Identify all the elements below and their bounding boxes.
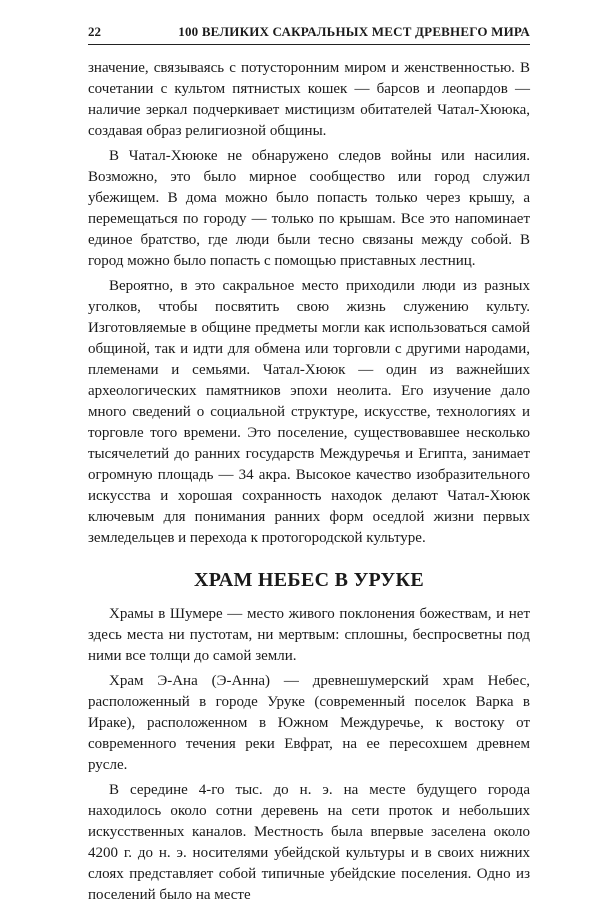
- page-body: [88, 58, 530, 906]
- paragraph: Вероятно, в это сакральное место приходили люди из разных уголков, чтобы посвятить свою жизнь служению культу. Изготовляемые в общине предметы могли как использоваться самой общиной, так и идти для обмена или торговли с другими народами, племенами и семьями. Чатал-Хююк — один из важнейших археологических памятников эпохи неолита. Его изучение дало много сведений о социальной структуре, искусстве, технологиях и торговле того времени. Это поселение, существовавшее несколько тысячелетий до ранних государств Междуречья и Египта, занимает огромную площадь — 34 акра. Высокое качество изобразительного искусства и хорошая сохранность находок делают Чатал-Хююк ключевым для понимания ранних форм оседлой жизни первых земледельцев и перехода к протогородской культуре.: [88, 278, 530, 546]
- paragraph: значение, связываясь с потусторонним миром и женственностью. В сочетании с культом пятнистых кошек — барсов и леопардов — наличие зеркал подчеркивает мистицизм обитателей Чатал-Хююка, создавая образ религиозной общины.: [88, 60, 530, 139]
- running-title: 100 ВЕЛИКИХ САКРАЛЬНЫХ МЕСТ ДРЕВНЕГО МИРА: [178, 24, 530, 39]
- paragraph: В Чатал-Хююке не обнаружено следов войны или насилия. Возможно, это было мирное сообщество или город служил убежищем. В дома можно было попасть только через крышу, а перемещаться по городу — только по крышам. Все это напоминает единое братство, где люди были тесно связаны между собой. В город можно было попасть с помощью приставных лестниц.: [88, 148, 530, 269]
- section-title: ХРАМ НЕБЕС В УРУКЕ: [194, 569, 424, 591]
- page-number: 22: [88, 24, 101, 39]
- paragraph: Храмы в Шумере — место живого поклонения божествам, и нет здесь места ни пустотам, ни мертвым: сплошны, беспросветны под ними все толщи до самой земли.: [88, 606, 530, 664]
- running-header: [88, 24, 530, 45]
- paragraph: Храм Э-Ана (Э-Анна) — древнешумерский храм Небес, расположенный в городе Уруке (современный поселок Варка в Ираке), расположенном в Южном Междуречье, к востоку от современного течения реки Евфрат, на ее пересохшем древнем русле.: [88, 673, 530, 773]
- paragraph: В середине 4-го тыс. до н. э. на месте будущего города находилось около сотни деревень на сети проток и небольших искусственных каналов. Местность была впервые заселена около 4200 г. до н. э. носителями убейдской культуры и в своих нижних слоях представляет собой типичные убейдские поселения. Одно из поселений было на месте: [88, 782, 530, 903]
